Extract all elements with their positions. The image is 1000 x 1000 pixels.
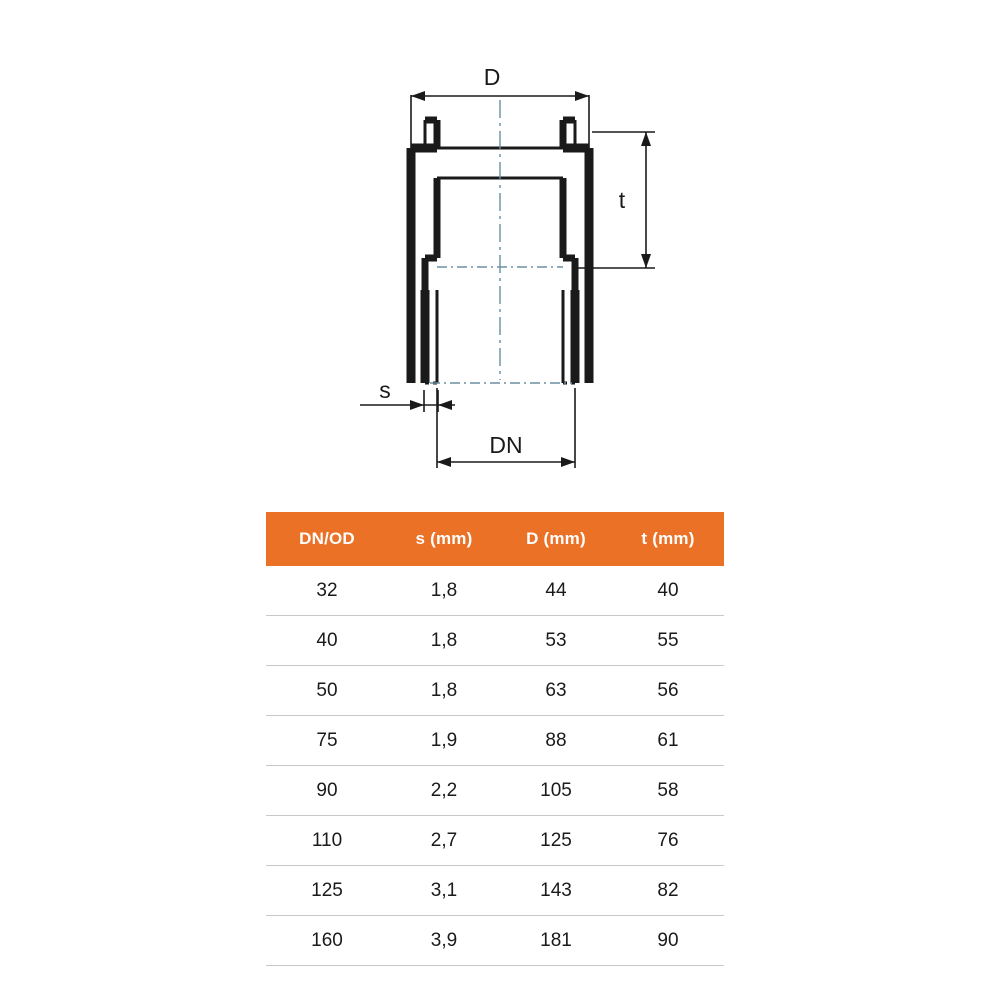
spec-table <box>266 512 724 966</box>
cell-t: 90 <box>612 916 724 966</box>
spec-table-container <box>266 512 724 966</box>
cell-t: 55 <box>612 616 724 666</box>
cell-dn-od: 160 <box>266 916 388 966</box>
cell-dn-od: 125 <box>266 866 388 916</box>
cell-d: 88 <box>500 716 612 766</box>
cell-s: 2,7 <box>388 816 500 866</box>
cell-s: 2,2 <box>388 766 500 816</box>
cell-t: 82 <box>612 866 724 916</box>
cell-dn-od: 110 <box>266 816 388 866</box>
cell-d: 53 <box>500 616 612 666</box>
table-row <box>266 866 724 916</box>
cell-d: 63 <box>500 666 612 716</box>
cell-s: 1,9 <box>388 716 500 766</box>
table-row <box>266 816 724 866</box>
label-s: s <box>379 377 391 403</box>
cell-t: 56 <box>612 666 724 716</box>
column-header-d: D (mm) <box>500 512 612 566</box>
cell-s: 1,8 <box>388 566 500 616</box>
column-header-t: t (mm) <box>612 512 724 566</box>
table-row <box>266 616 724 666</box>
table-row <box>266 716 724 766</box>
table-header-row <box>266 512 724 566</box>
cell-dn-od: 75 <box>266 716 388 766</box>
cell-d: 181 <box>500 916 612 966</box>
cell-t: 40 <box>612 566 724 616</box>
cell-dn-od: 50 <box>266 666 388 716</box>
cell-dn-od: 32 <box>266 566 388 616</box>
table-row <box>266 766 724 816</box>
cell-s: 3,9 <box>388 916 500 966</box>
cell-s: 3,1 <box>388 866 500 916</box>
column-header-dn-od: DN/OD <box>266 512 388 566</box>
cell-s: 1,8 <box>388 616 500 666</box>
cell-d: 143 <box>500 866 612 916</box>
cell-t: 76 <box>612 816 724 866</box>
table-row <box>266 916 724 966</box>
cell-dn-od: 40 <box>266 616 388 666</box>
column-header-s: s (mm) <box>388 512 500 566</box>
cell-t: 58 <box>612 766 724 816</box>
dimension-s <box>360 390 455 412</box>
cell-t: 61 <box>612 716 724 766</box>
cell-d: 125 <box>500 816 612 866</box>
label-dn: DN <box>489 432 523 458</box>
centre-line <box>430 100 572 383</box>
table-row <box>266 666 724 716</box>
label-t: t <box>618 187 626 213</box>
cell-d: 105 <box>500 766 612 816</box>
cell-s: 1,8 <box>388 666 500 716</box>
cell-dn-od: 90 <box>266 766 388 816</box>
pipe-outline <box>411 120 589 383</box>
table-row <box>266 566 724 616</box>
label-d: D <box>483 64 501 90</box>
cell-d: 44 <box>500 566 612 616</box>
